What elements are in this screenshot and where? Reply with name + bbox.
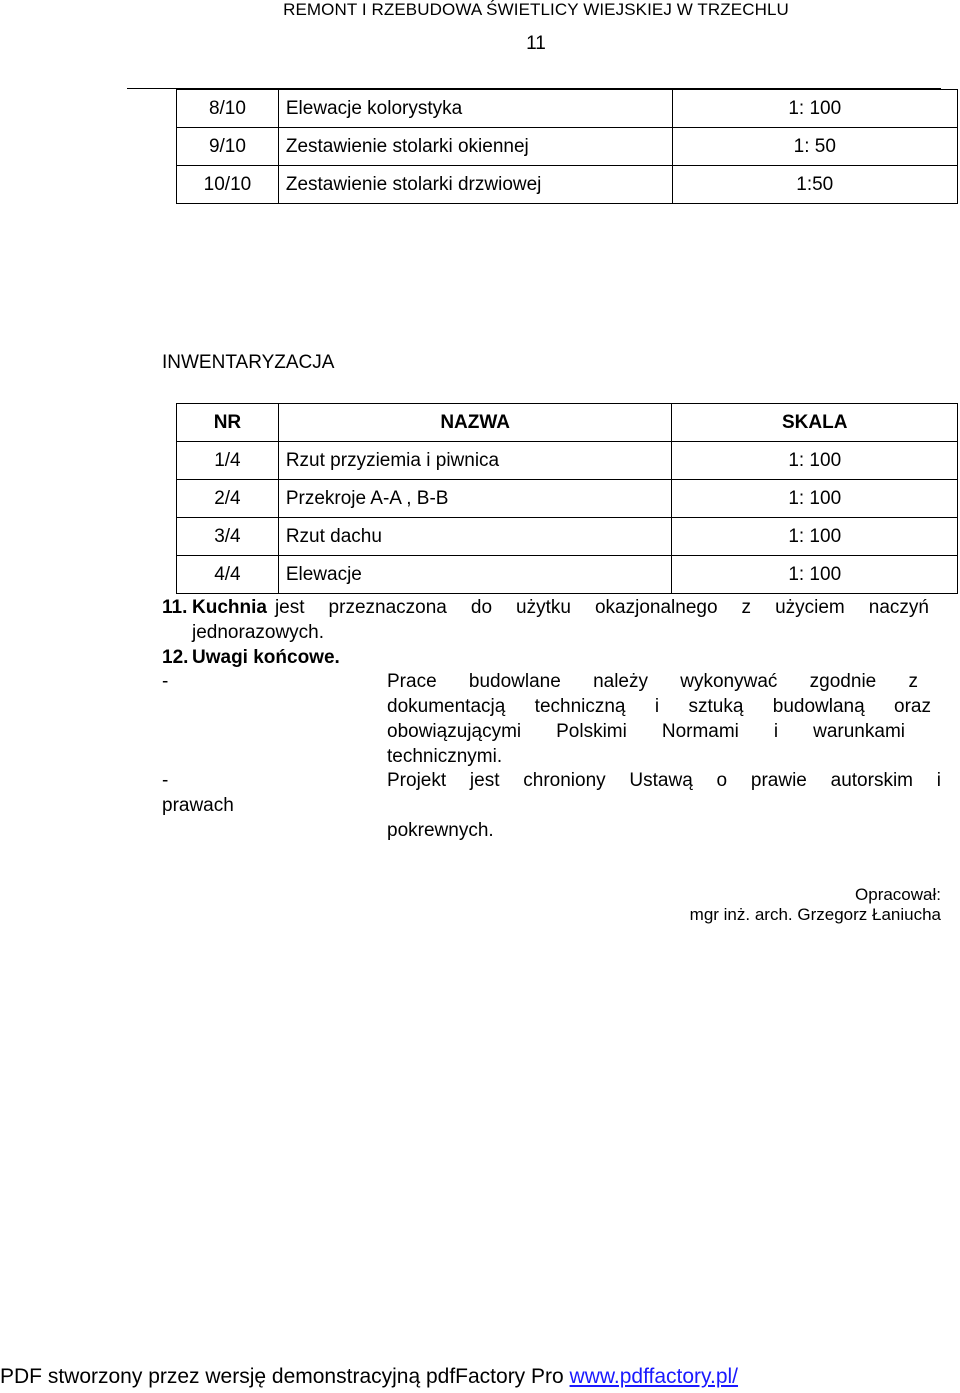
table-row [177,90,958,128]
bullet-2-line1: Projekt jest chroniony Ustawą o prawie autorskim i [387,770,941,791]
table-row [177,556,958,594]
cell-name: Elewacje kolorystyka [278,90,672,128]
section-12-number: 12. [162,647,189,668]
bullet-2-left-word: prawach [162,795,234,816]
cell-nr: 8/10 [177,90,279,128]
cell-name: Przekroje A-A , B-B [278,480,672,518]
cell-scale: 1: 100 [672,90,957,128]
section-11-text: jest przeznaczona do użytku okazjonalnego z użyciem naczyń [274,597,929,618]
cell-scale: 1: 50 [672,128,957,166]
section-11-line1 [192,595,929,620]
bullet-1-dash: - [162,671,169,692]
inwentaryzacja-table [176,403,958,594]
cell-nr: 10/10 [177,166,279,204]
cell-name: Rzut dachu [278,518,672,556]
drawings-table-continued [176,89,958,204]
bullet-2-line3: pokrewnych. [387,820,494,841]
bullet-1-line2: dokumentacją techniczną i sztuką budowlaną oraz [387,696,931,717]
bullet-1-line1: Prace budowlane należy wykonywać zgodnie z [387,671,918,692]
cell-name: Rzut przyziemia i piwnica [278,442,672,480]
cell-scale: 1: 100 [672,556,958,594]
cell-scale: 1: 100 [672,480,958,518]
bullet-1-line3: obowiązującymi Polskimi Normami i warunkami [387,721,905,742]
page-number: 11 [526,33,546,54]
document-header-title: REMONT I RZEBUDOWA ŚWIETLICY WIEJSKIEJ W TRZECHLU [283,0,789,19]
table-header-row [177,404,958,442]
cell-nr: 9/10 [177,128,279,166]
cell-nr: 4/4 [177,556,279,594]
table-row [177,442,958,480]
bullet-2-dash: - [162,770,169,791]
cell-name: Zestawienie stolarki okiennej [278,128,672,166]
table-row [177,166,958,204]
section-11-bold-word: Kuchnia [192,597,267,618]
header-scale: SKALA [672,404,958,442]
cell-nr: 1/4 [177,442,279,480]
table-row [177,480,958,518]
table-row [177,518,958,556]
cell-scale: 1: 100 [672,518,958,556]
table-row [177,128,958,166]
signature-label: Opracował: [855,885,941,904]
pdffactory-link[interactable]: www.pdffactory.pl/ [569,1365,739,1388]
header-nr: NR [177,404,279,442]
section-11-line2: jednorazowych. [192,622,325,643]
cell-scale: 1:50 [672,166,957,204]
pdf-footer-text: PDF stworzony przez wersję demonstracyjną pdfFactory Pro [0,1365,570,1388]
cell-name: Zestawienie stolarki drzwiowej [278,166,672,204]
signature-author: mgr inż. arch. Grzegorz Łaniucha [689,905,941,924]
bullet-1-line4: technicznymi. [387,746,503,767]
cell-nr: 2/4 [177,480,279,518]
section-12-title: Uwagi końcowe. [192,647,340,668]
cell-name: Elewacje [278,556,672,594]
cell-scale: 1: 100 [672,442,958,480]
cell-nr: 3/4 [177,518,279,556]
pdf-footer [0,1365,738,1389]
header-name: NAZWA [278,404,672,442]
section-11-number: 11. [162,597,188,618]
inwentaryzacja-title: INWENTARYZACJA [162,352,335,373]
